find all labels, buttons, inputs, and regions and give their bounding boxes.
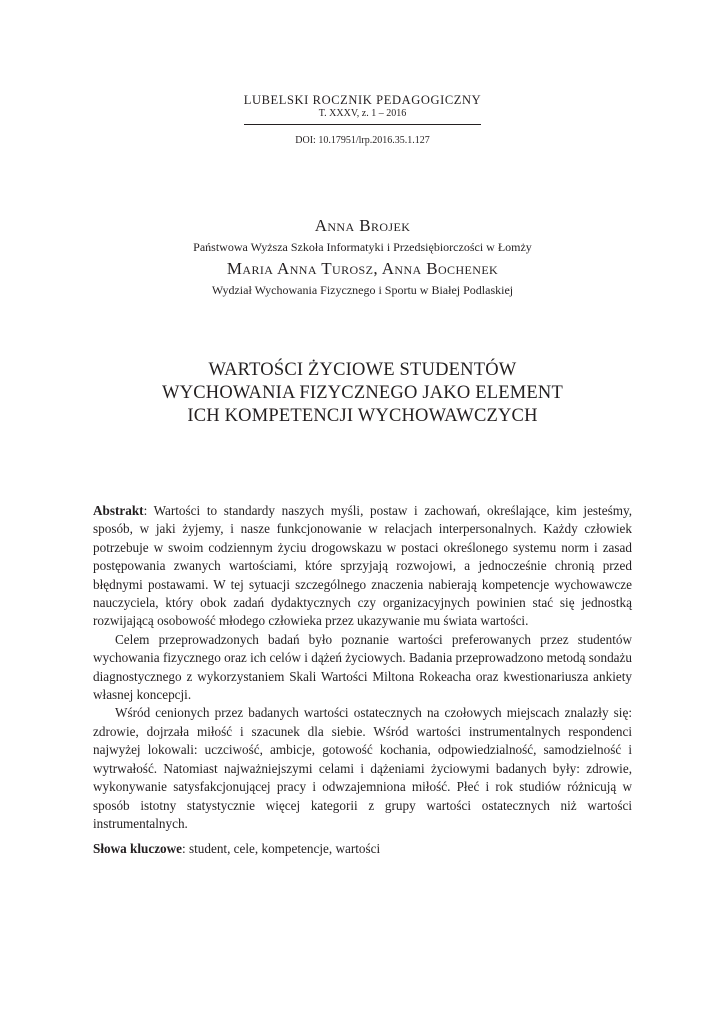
- title-line: WARTOŚCI ŻYCIOWE STUDENTÓW: [208, 360, 517, 380]
- journal-volume: T. XXXV, z. 1 – 2016: [318, 108, 407, 119]
- doi: DOI: 10.17951/lrp.2016.35.1.127: [295, 135, 430, 146]
- author-affiliation: Wydział Wychowania Fizycznego i Sportu w Białej Podlaskiej: [211, 283, 514, 297]
- keywords: [93, 840, 632, 858]
- author-affiliation: Państwowa Wyższa Szkoła Informatyki i Przedsiębiorczości w Łomży: [193, 240, 532, 254]
- header-rule: [244, 124, 481, 125]
- author-name: Anna Brojek: [314, 216, 411, 235]
- author-name: Maria Anna Turosz, Anna Bochenek: [226, 259, 499, 278]
- keywords-label: Słowa kluczowe: [93, 841, 183, 856]
- article-title: [0, 359, 725, 428]
- abstract-label: Abstrakt: [93, 503, 144, 518]
- abstract-paragraph: [93, 502, 632, 631]
- title-line: ICH KOMPETENCJI WYCHOWAWCZYCH: [187, 406, 538, 426]
- title-line: WYCHOWANIA FIZYCZNEGO JAKO ELEMENT: [162, 383, 563, 403]
- abstract: [93, 502, 632, 833]
- abstract-text: : Wartości to standardy naszych myśli, postaw i zachowań, określające, kim jesteśmy, sposób, w jaki żyjemy, i nasze funkcjonowanie w relacjach interpersonalnych. Każdy człowiek potrzebuje w swoim codziennym życiu drogowskazu w postaci określonego systemu norm i zasad postępowania zwanych wartościami, które sprzyjają rozwojowi, a jednocześnie chronią przed błędnymi postawami. W tej sytuacji szczególnego znaczenia nabierają kompetencje wychowawcze nauczyciela, który obok zadań dydaktycznych czy organizacyjnych powinien stać się jednostką rozwijającą osobowość młodego człowieka przez ukazywanie mu świata wartości.: [93, 503, 632, 629]
- keywords-text: : student, cele, kompetencje, wartości: [182, 841, 381, 856]
- journal-name: LUBELSKI ROCZNIK PEDAGOGICZNY: [243, 93, 482, 107]
- abstract-paragraph: Celem przeprowadzonych badań było poznanie wartości preferowanych przez studentów wychowania fizycznego oraz ich celów i dążeń życiowych. Badania przeprowadzono metodą sondażu diagnostycznego z wykorzystaniem Skali Wartości Miltona Rokeacha oraz kwestionariusza ankiety własnej koncepcji.: [93, 631, 632, 703]
- abstract-paragraph: Wśród cenionych przez badanych wartości ostatecznych na czołowych miejscach znalazły się: zdrowie, dojrzała miłość i szacunek dla siebie. Wśród wartości instrumentalnych respondenci najwyżej lokowali: uczciwość, ambicje, gotowość kochania, odpowiedzialność, samodzielność i wytrwałość. Natomiast najważniejszymi celami i dążeniami życiowymi badanych były: zdrowie, wykonywanie satysfakcjonującej pracy i odwzajemniona miłość. Płeć i rok studiów różnicują w sposób istotny statystycznie więcej kategorii z grupy wartości ostatecznych niż wartości instrumentalnych.: [93, 705, 632, 831]
